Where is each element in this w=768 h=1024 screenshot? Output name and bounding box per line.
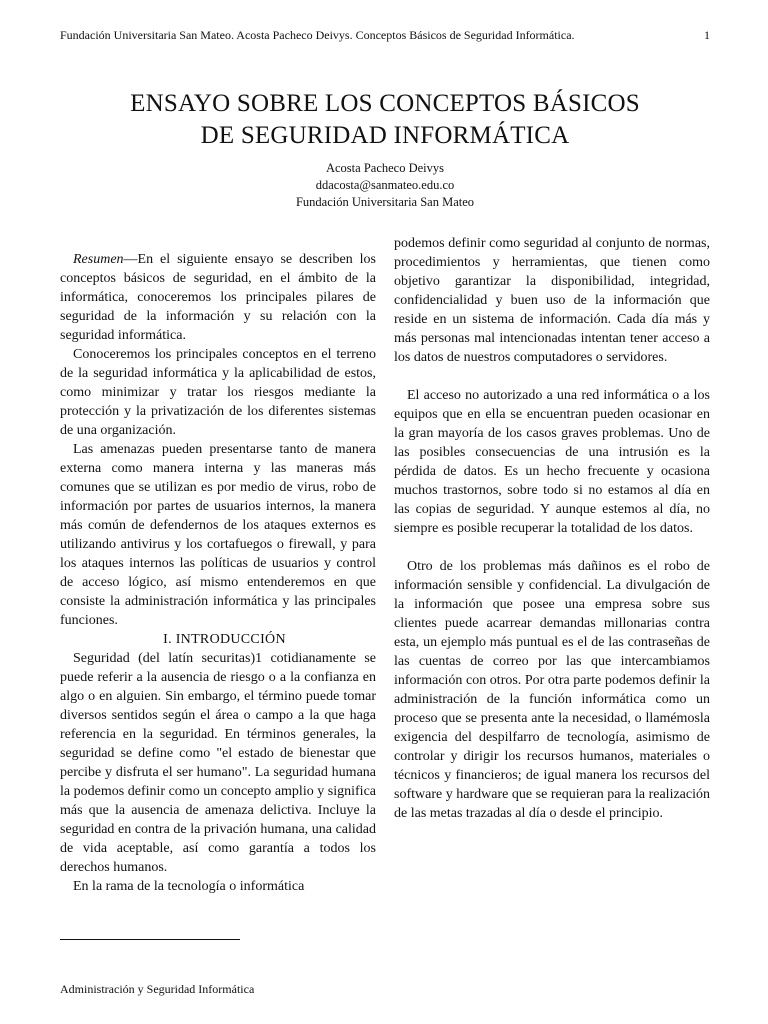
- author-affiliation: Fundación Universitaria San Mateo: [295, 195, 475, 209]
- abstract-label: Resumen: [73, 252, 124, 267]
- running-head-text: Fundación Universitaria San Mateo. Acosta Pacheco Deivys. Conceptos Básicos de Seguridad Informática.: [60, 28, 575, 42]
- author-email: ddacosta@sanmateo.edu.co: [315, 178, 455, 192]
- abstract-text: —En el siguiente ensayo se describen los conceptos básicos de seguridad, en el ámbito de la informática, conoceremos los principales pilares de seguridad de la información y su relación con la seguridad informática.: [60, 252, 376, 343]
- author-block: [60, 160, 710, 211]
- right-paragraph-2: El acceso no autorizado a una red informática o a los equipos que en ella se encuentran pueden ocasionar en la gran mayoría de los casos graves problemas. Uno de las posibles consecuencias de una intrusión es la pérdida de datos. Es un hecho frecuente y ocasiona muchos trastornos, sobre todo si no estamos al día en las copias de seguridad. Y aunque estemos al día, no siempre es posible recuperar la totalidad de los datos.: [394, 388, 710, 536]
- author-name: Acosta Pacheco Deivys: [325, 161, 445, 175]
- page-footer: Administración y Seguridad Informática: [60, 982, 255, 996]
- section-heading-introduccion: I. INTRODUCCIÓN: [163, 632, 286, 647]
- intro-paragraph-2: En la rama de la tecnología o informática: [73, 879, 305, 894]
- abstract-paragraph-1: [60, 250, 376, 345]
- paper-title: [60, 88, 710, 152]
- running-head: [60, 28, 710, 42]
- title-line-1: ENSAYO SOBRE LOS CONCEPTOS BÁSICOS: [130, 90, 640, 117]
- intro-paragraph-1: Seguridad (del latín securitas)1 cotidianamente se puede referir a la ausencia de riesgo o a la confianza en algo o en alguien. Sin embargo, el término puede tomar diversos sentidos según el área o campo a la que haga referencia en la seguridad. En términos generales, la seguridad se define como "el estado de bienestar que percibe y disfruta el ser humano". La seguridad humana la podemos definir como un concepto amplio y significa más que la ausencia de amenaza delictiva. Incluye la seguridad en contra de la privación humana, una calidad de vida aceptable, así como garantía a todos los derechos humanos.: [60, 651, 376, 875]
- left-column: [60, 250, 376, 896]
- right-column: [394, 234, 710, 823]
- page-number: 1: [704, 28, 710, 42]
- abstract-paragraph-2: Conoceremos los principales conceptos en el terreno de la seguridad informática y la aplicabilidad de estos, como minimizar y tratar los riesgos mediante la protección y la privatización de los diferentes sistemas de una organización.: [60, 347, 376, 438]
- right-paragraph-1: podemos definir como seguridad al conjunto de normas, procedimientos y herramientas, que tienen como objetivo garantizar la disponibilidad, integridad, confidencialidad y buen uso de la información que reside en un sistema de información. Cada día más y más personas mal intencionadas intentan tener acceso a los datos de nuestros computadores o servidores.: [394, 236, 710, 365]
- footnote-rule: [60, 939, 240, 940]
- abstract-paragraph-3: Las amenazas pueden presentarse tanto de manera externa como manera interna y las maneras más comunes que se utilizan es por medio de virus, robo de información por partes de usuarios internos, la manera más común de defendernos de los ataques externos es utilizando antivirus y los cortafuegos o firewall, y para los ataques internos las políticas de usuarios y control de acceso lógico, así mismo entenderemos en que consiste la administración informática y las principales funciones.: [60, 442, 376, 628]
- right-paragraph-3: Otro de los problemas más dañinos es el robo de información sensible y confidencial. La divulgación de la información que posee una empresa sobre sus clientes puede acarrear demandas millonarias contra esta, un ejemplo más puntual es el de las contraseñas de las cuentas de correo por las que intercambiamos información con otros. Por otra parte podemos definir la administración de la función informática como un proceso que se presenta ante la necesidad, o llamémosla exigencia del despilfarro de tecnología, asimismo de controlar y dirigir los recursos humanos, materiales o técnicos y financieros; de igual manera los recursos del software y hardware que se requieran para la realización de las metas trazadas al día o desde el principio.: [394, 559, 710, 821]
- title-line-2: DE SEGURIDAD INFORMÁTICA: [200, 122, 570, 149]
